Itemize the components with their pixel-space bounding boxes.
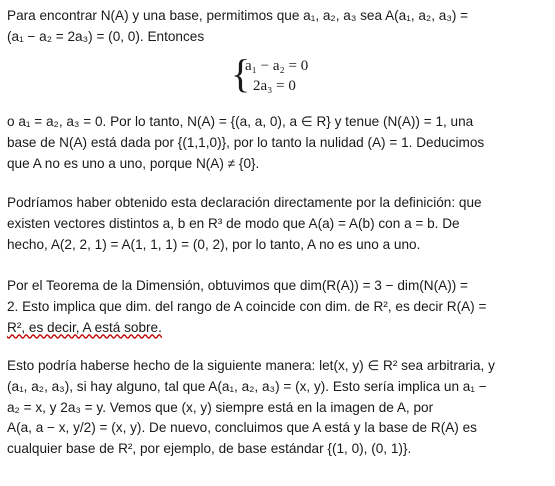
paragraph-dimension-theorem bbox=[7, 276, 548, 338]
paragraph-null-space-setup bbox=[7, 6, 548, 48]
text-line: que A no es uno a uno, porque N(A) ≠ {0}. bbox=[7, 155, 260, 171]
text-line: 2. Esto implica que dim. del rango de A coincide con dim. de R², es decir R(A) = bbox=[7, 298, 487, 314]
text-line: A(a, a − x, y/2) = (x, y). De nuevo, concluimos que A está y la base de R(A) es bbox=[7, 420, 477, 436]
text-line: base de N(A) está dada por {(1,1,0)}, por lo tanto la nulidad (A) = 1. Deducimos bbox=[7, 134, 485, 150]
text-line: a₂ = x, y 2a₃ = y. Vemos que (x, y) siempre está en la imagen de A, por bbox=[7, 399, 434, 415]
text-line: Por el Teorema de la Dimensión, obtuvimos que dim(R(A)) = 3 − dim(N(A)) = bbox=[7, 278, 468, 293]
text-line: hecho, A(2, 2, 1) = A(1, 1, 1) = (0, 2), por lo tanto, A no es uno a uno. bbox=[7, 236, 421, 252]
text-line: o a₁ = a₂, a₃ = 0. Por lo tanto, N(A) = {(a, a, 0), a ∈ R} y tenue (N(A)) = 1, una bbox=[7, 114, 474, 129]
paragraph-alternative-proof bbox=[7, 356, 548, 460]
system-equation-2: 2a₃ = 0 bbox=[253, 78, 296, 94]
system-equation-1: a₁ − a₂ = 0 bbox=[245, 58, 309, 74]
text-line: (a₁, a₂, a₃), si hay alguno, tal que A(a₁, a₂, a₃) = (x, y). Esto sería implica un a₁ − bbox=[7, 378, 487, 394]
paragraph-definition bbox=[7, 193, 548, 255]
text-line: Podríamos haber obtenido esta declaración directamente por la definición: que bbox=[7, 195, 482, 210]
paragraph-null-space-result bbox=[7, 112, 548, 174]
text-line: cualquier base de R², por ejemplo, de base estándar {(1, 0), (0, 1)}. bbox=[7, 441, 412, 457]
left-brace-symbol: { bbox=[231, 51, 251, 96]
text-line: R², es decir, A está sobre. bbox=[7, 319, 162, 335]
text-line: existen vectores distintos a, b en R³ de modo que A(a) = A(b) con a = b. De bbox=[7, 215, 460, 231]
text-line: Esto podría haberse hecho de la siguiente manera: let(x, y) ∈ R² sea arbitraria, y bbox=[7, 358, 495, 373]
text-line: Para encontrar N(A) y una base, permitimos que a₁, a₂, a₃ sea A(a₁, a₂, a₃) = bbox=[7, 8, 469, 23]
text-line: (a₁ − a₂ = 2a₃) = (0, 0). Entonces bbox=[7, 28, 205, 44]
